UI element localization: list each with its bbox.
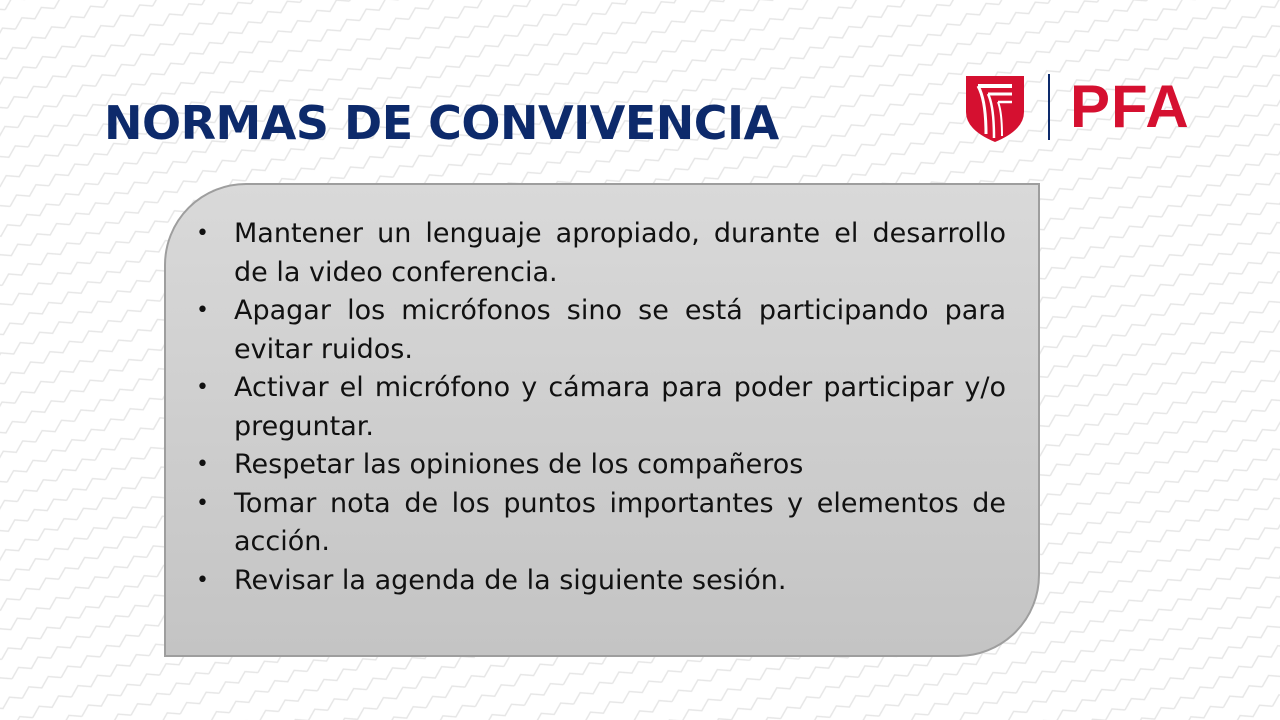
bullet-icon: •	[196, 375, 209, 400]
list-item	[196, 369, 1006, 446]
list-item	[196, 562, 1006, 601]
bullet-icon: •	[196, 452, 209, 477]
rule-text: Respetar las opiniones de los compañeros	[234, 449, 804, 480]
brand-logo	[964, 70, 1194, 146]
rule-text: Revisar la agenda de la siguiente sesión.	[234, 564, 787, 596]
bullet-icon: •	[196, 298, 209, 323]
rule-text: Mantener un lenguaje apropiado, durante el desarrollo de la video conferencia.	[234, 218, 1006, 288]
bullet-icon: •	[196, 221, 209, 246]
list-item	[196, 485, 1006, 562]
rule-text: Activar el micrófono y cámara para poder participar y/o preguntar.	[234, 372, 1006, 442]
shield-logo-icon	[964, 72, 1026, 144]
rule-text: Apagar los micrófonos sino se está participando para evitar ruidos.	[234, 295, 1006, 365]
bullet-icon: •	[196, 490, 209, 516]
bullet-icon: •	[196, 567, 209, 593]
rule-text: Tomar nota de los puntos importantes y elementos de acción.	[234, 487, 1006, 557]
logo-text: PFA	[1070, 73, 1190, 140]
list-item	[196, 215, 1006, 292]
list-item	[196, 446, 1006, 485]
list-item	[196, 292, 1006, 369]
logo-divider	[1048, 74, 1050, 140]
slide-title: NORMAS DE CONVIVENCIA	[104, 96, 779, 150]
rules-list	[196, 215, 1006, 600]
